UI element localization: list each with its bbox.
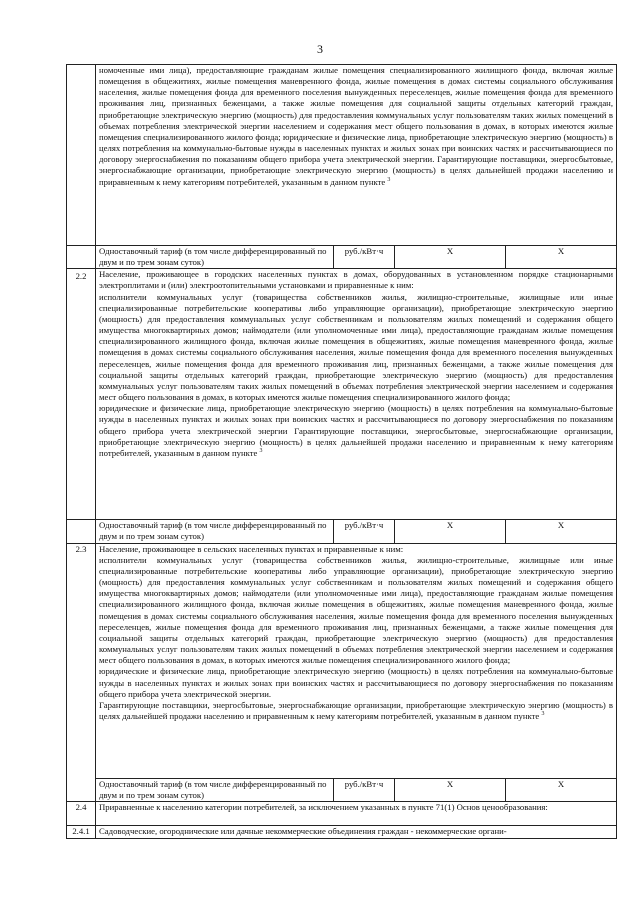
tariff-table [66, 64, 617, 839]
row-paragraph: исполнители коммунальных услуг (товарищества собственников жилья, жилищно-строительные, жилищные или иные специализированные потребительские кооперативы либо управляющие организации), приобретающие электрическую энергию (мощность) для предоставления коммунальных услуг собственникам и пользователям жилых помещений и содержания общего имущества многоквартирных домов; наймодатели (или уполномоченные ими лица), предоставляющие гражданам жилые помещения специализированного жилищного фонда, включая жилые помещения в общежитиях, жилые помещения маневренного фонда, жилые помещения в домах системы социального обслуживания населения, жилые помещения фонда для временного поселения вынужденных переселенцев, жилые помещения фонда для временного проживания лиц, признанных беженцами, а также жилые помещения для социальной защиты отдельных категорий граждан, приобретающие электрическую энергию (мощность) для предоставления коммунальных услуг пользователям таких жилых помещений в объемах потребления электрической энергии населением и содержания мест общего пользования в домах, в которых имеются жилые помещения специализированного жилого фонда; [99, 291, 614, 403]
unit-cell: руб./кВт·ч [334, 778, 395, 801]
tariff-label: Одноставочный тариф (в том числе дифференцированный по двум и по трем зонам суток) [96, 520, 334, 543]
row-paragraph: исполнители коммунальных услуг (товарищества собственников жилья, жилищно-строительные, жилищные или иные специализированные потребительские кооперативы либо управляющие организации), приобретающие электрическую энергию (мощность) для предоставления коммунальных услуг собственникам и пользователям жилых помещений и содержания общего имущества многоквартирных домов; наймодатели (или уполномоченные ими лица), предоставляющие гражданам жилые помещения специализированного жилищного фонда, включая жилые помещения в общежитиях, жилые помещения маневренного фонда, жилые помещения в домах системы социального обслуживания населения, жилые помещения фонда для временного поселения вынужденных переселенцев, жилые помещения фонда для временного проживания лиц, признанных беженцами, а также жилые помещения для социальной защиты отдельных категорий граждан, приобретающие электрическую энергию (мощность) для предоставления коммунальных услуг пользователям таких жилых помещений в объемах потребления электрической энергии населением и содержания мест общего пользования в домах, в которых имеются жилые помещения специализированного жилого фонда; [99, 554, 614, 666]
table-row [67, 65, 617, 246]
value-cell: Х [395, 246, 506, 269]
table-row [67, 801, 617, 825]
row-number: 2.2 [67, 269, 96, 520]
row-number [67, 520, 96, 543]
table-row [67, 520, 617, 543]
row-number: 2.4 [67, 801, 96, 825]
row-description [96, 65, 617, 246]
tariff-label: Одноставочный тариф (в том числе дифференцированный по двум и по трем зонам суток) [96, 778, 334, 801]
footnote-ref: 3 [541, 711, 545, 718]
row-text: номоченные ими лица), предоставляющие гражданам жилые помещения специализированного жилищного фонда, включая жилые помещения в общежитиях, жилые помещения маневренного фонда, жилые помещения в домах системы социального обслуживания населения, жилые помещения фонда для временного поселения вынужденных переселенцев, жилые помещения фонда для временного проживания лиц, признанных беженцами, а также жилые помещения для социальной защиты отдельных категорий граждан, приобретающие электрическую энергию (мощность) для предоставления коммунальных услуг пользователям таких жилых помещений в объемах потребления электрической энергии населением и содержания мест общего пользования в домах, в которых имеются жилые помещения специализированного жилого фонда; юридические и физические лица, приобретающие электрическую энергию (мощность) в целях потребления на коммунально-бытовые нужды в населенных пунктах и жилых зонах при воинских частях и рассчитывающиеся по договору энергоснабжения по показаниям общего прибора учета электрической энергии. Гарантирующие поставщики, энергосбытовые, энергоснабжающие организации, приобретающие электрическую энергию (мощность) в целях дальнейшей продажи населению и приравненным к нему категориям потребителей, указанным в данном пункте [99, 65, 614, 187]
footnote-ref: 3 [387, 176, 391, 183]
row-title: Население, проживающее в сельских населенных пунктах и приравненные к ним: [99, 543, 404, 554]
value-cell: Х [506, 778, 617, 801]
row-number: 2.3 [67, 543, 96, 801]
row-number [67, 246, 96, 269]
table-row [67, 246, 617, 269]
footnote-ref: 3 [259, 447, 263, 454]
tariff-label: Одноставочный тариф (в том числе дифференцированный по двум и по трем зонам суток) [96, 246, 334, 269]
unit-cell: руб./кВт·ч [334, 520, 395, 543]
value-cell: Х [395, 778, 506, 801]
row-paragraph: юридические и физические лица, приобретающие электрическую энергию (мощность) в целях потребления на коммунально-бытовые нужды в населенных пунктах и жилых зонах при воинских частях и рассчитывающиеся по договору энергоснабжения по показаниям общего прибора учета электрической энергии Гарантирующие поставщики, энергосбытовые, энергоснабжающие организации, приобретающие электрическую энергию (мощность) в целях дальнейшей продажи населению и приравненным к нему категориям потребителей, указанным в данном пункте [99, 403, 614, 458]
unit-cell: руб./кВт·ч [334, 246, 395, 269]
table-row [67, 543, 617, 778]
page-number: 3 [317, 42, 323, 56]
row-description [96, 543, 617, 778]
value-cell: Х [395, 520, 506, 543]
table-row [67, 269, 617, 520]
row-paragraph: Гарантирующие поставщики, энергосбытовые, энергоснабжающие организации, приобретающие электрическую энергию (мощность) в целях дальнейшей продажи населению и приравненным к нему категориям потребителей, указанным в данном пункте [99, 699, 614, 721]
table-row [67, 778, 617, 801]
table-row [67, 825, 617, 838]
row-description: Садоводческие, огороднические или дачные некоммерческие объединения граждан - некоммерческие органи- [96, 825, 617, 838]
row-number [67, 65, 96, 246]
value-cell: Х [506, 246, 617, 269]
row-paragraph: юридические и физические лица, приобретающие электрическую энергию (мощность) в целях потребления на коммунально-бытовые нужды в населенных пунктах и жилых зонах при воинских частях и рассчитывающиеся по договору энергоснабжения по показаниям общего прибора учета электрической энергии. [99, 666, 614, 699]
row-description: Приравненные к населению категории потребителей, за исключением указанных в пункте 71(1) Основ ценообразования: [96, 801, 617, 825]
row-description [96, 269, 617, 520]
value-cell: Х [506, 520, 617, 543]
row-title: Население, проживающее в городских населенных пунктах в домах, оборудованных в установленном порядке стационарными электроплитами и (или) электроотопительными установками и приравненные к ним: [99, 269, 614, 291]
row-number: 2.4.1 [67, 825, 96, 838]
